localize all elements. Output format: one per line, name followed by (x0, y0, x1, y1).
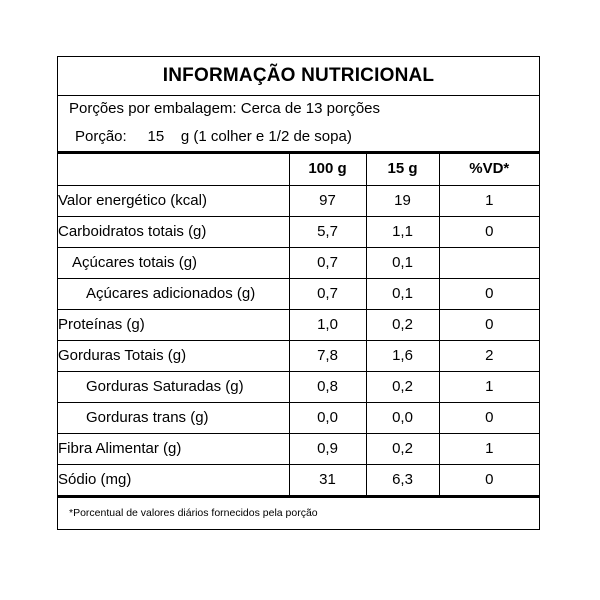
table-row (58, 185, 539, 216)
value-per-portion: 0,1 (366, 247, 439, 278)
nutrient-name: Gorduras Saturadas (g) (58, 371, 289, 402)
nutrient-name: Proteínas (g) (58, 309, 289, 340)
nutrient-name: Fibra Alimentar (g) (58, 433, 289, 464)
nutrient-name: Açúcares adicionados (g) (58, 278, 289, 309)
nutrient-name: Carboidratos totais (g) (58, 216, 289, 247)
table-row (58, 340, 539, 371)
value-daily: 2 (439, 340, 539, 371)
value-daily: 0 (439, 464, 539, 496)
value-per-100g: 0,7 (289, 278, 366, 309)
value-per-100g: 97 (289, 185, 366, 216)
value-per-portion: 1,1 (366, 216, 439, 247)
value-per-portion: 0,0 (366, 402, 439, 433)
nutrient-name: Valor energético (kcal) (58, 185, 289, 216)
portion-size: Porção: 15 g (1 colher e 1/2 de sopa) (75, 128, 352, 145)
nutrient-name: Gorduras Totais (g) (58, 340, 289, 371)
value-per-100g: 1,0 (289, 309, 366, 340)
value-per-portion: 19 (366, 185, 439, 216)
value-daily (439, 247, 539, 278)
value-per-100g: 0,9 (289, 433, 366, 464)
value-daily: 0 (439, 402, 539, 433)
value-per-portion: 1,6 (366, 340, 439, 371)
table-row (58, 309, 539, 340)
header-per-100g: 100 g (289, 153, 366, 185)
table-row (58, 247, 539, 278)
nutrition-facts-label (57, 56, 540, 530)
nutrient-name: Açúcares totais (g) (58, 247, 289, 278)
table-header-row (58, 153, 539, 185)
table-row (58, 278, 539, 309)
servings-per-package: Porções por embalagem: Cerca de 13 porções (69, 100, 381, 117)
header-nutrient-blank (58, 153, 289, 185)
value-per-100g: 0,7 (289, 247, 366, 278)
footnote: *Porcentual de valores diários fornecidos pela porção (69, 507, 318, 519)
header-per-portion: 15 g (366, 153, 439, 185)
table-row (58, 464, 539, 496)
value-daily: 0 (439, 278, 539, 309)
value-per-100g: 5,7 (289, 216, 366, 247)
value-daily: 0 (439, 216, 539, 247)
label-title: INFORMAÇÃO NUTRICIONAL (58, 57, 539, 96)
value-daily: 1 (439, 433, 539, 464)
table-row (58, 433, 539, 464)
value-per-100g: 7,8 (289, 340, 366, 371)
table-row (58, 371, 539, 402)
value-per-100g: 31 (289, 464, 366, 496)
value-per-portion: 6,3 (366, 464, 439, 496)
value-per-portion: 0,2 (366, 309, 439, 340)
value-per-portion: 0,2 (366, 371, 439, 402)
value-daily: 0 (439, 309, 539, 340)
nutrient-name: Gorduras trans (g) (58, 402, 289, 433)
value-per-100g: 0,0 (289, 402, 366, 433)
value-daily: 1 (439, 185, 539, 216)
nutrient-name: Sódio (mg) (58, 464, 289, 496)
header-daily-value: %VD* (439, 153, 539, 185)
value-per-portion: 0,1 (366, 278, 439, 309)
table-row (58, 216, 539, 247)
value-daily: 1 (439, 371, 539, 402)
value-per-portion: 0,2 (366, 433, 439, 464)
nutrition-table (58, 153, 539, 498)
table-row (58, 402, 539, 433)
value-per-100g: 0,8 (289, 371, 366, 402)
